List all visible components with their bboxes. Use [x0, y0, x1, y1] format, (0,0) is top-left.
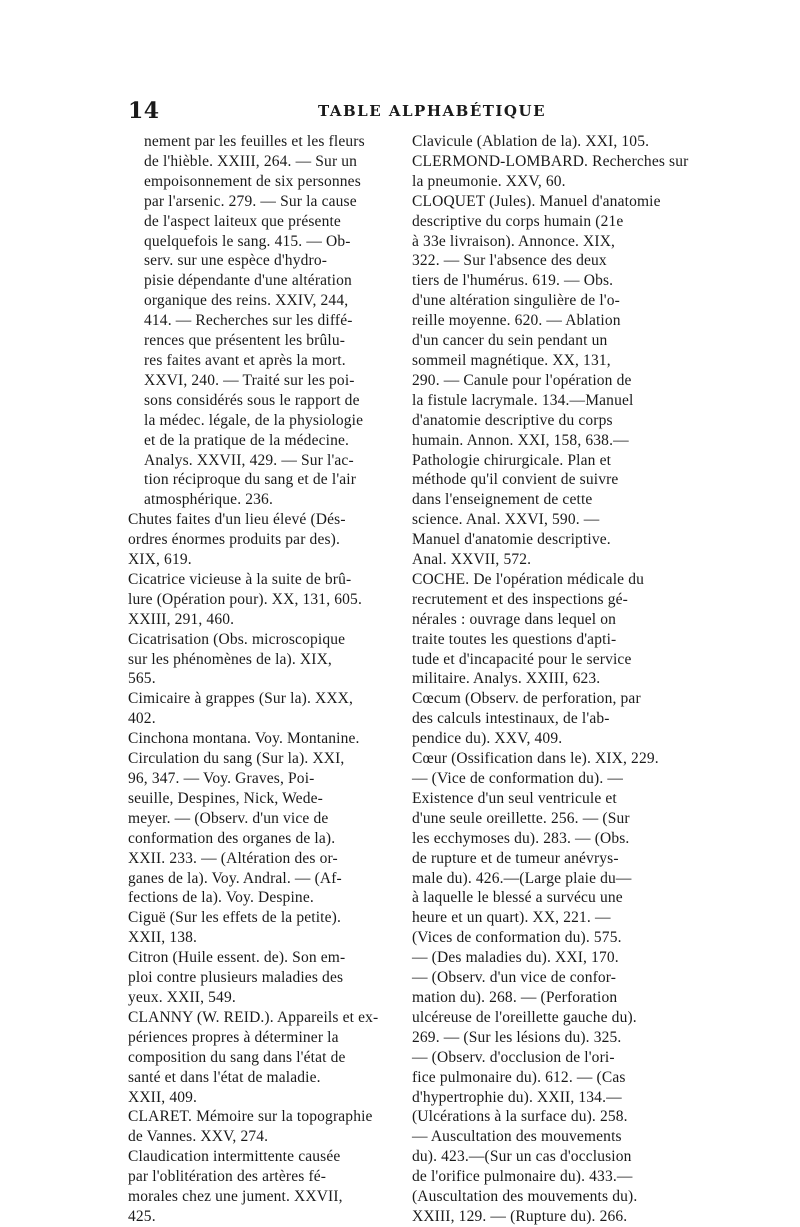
- entry-line: d'un cancer du sein pendant un: [412, 332, 608, 350]
- index-entry: [128, 132, 396, 510]
- index-entry: [128, 948, 396, 1008]
- entry-line: quelquefois le sang. 415. — Ob-: [144, 232, 351, 250]
- entry-line: sur les phénomènes de la). XIX,: [128, 650, 332, 668]
- entry-line: militaire. Analys. XXIII, 623.: [412, 670, 601, 688]
- entry-line: fice pulmonaire du). 612. — (Cas: [412, 1068, 626, 1086]
- entry-line: composition du sang dans l'état de: [128, 1048, 346, 1066]
- index-entry: [412, 689, 694, 749]
- index-entry: [128, 749, 396, 908]
- entry-line: organique des reins. XXIV, 244,: [144, 292, 349, 310]
- entry-line: nement par les feuilles et les fleurs: [144, 133, 365, 150]
- index-entry: [128, 1107, 396, 1147]
- entry-line: conformation des organes de la).: [128, 829, 336, 847]
- entry-line: les ecchymoses du). 283. — (Obs.: [412, 829, 630, 847]
- entry-line: yeux. XXII, 549.: [128, 988, 236, 1006]
- index-entry: [128, 510, 396, 570]
- index-entry: [412, 192, 694, 570]
- entry-line: serv. sur une espèce d'hydro-: [144, 252, 328, 270]
- index-entry: [128, 689, 396, 729]
- entry-line: d'une seule oreillette. 256. — (Sur: [412, 809, 630, 827]
- entry-line: Cicatrisation (Obs. microscopique: [128, 630, 346, 648]
- entry-line: Analys. XXVII, 429. — Sur l'ac-: [144, 451, 354, 469]
- entry-line: XXVI, 240. — Traité sur les poi-: [144, 371, 355, 389]
- entry-line: Circulation du sang (Sur la). XXI,: [128, 750, 345, 768]
- entry-line: — (Observ. d'un vice de confor-: [412, 969, 617, 987]
- entry-line: d'anatomie descriptive du corps: [412, 411, 613, 429]
- entry-line: seuille, Despines, Nick, Wede-: [128, 789, 323, 807]
- entry-line: tion réciproque du sang et de l'air: [144, 471, 357, 489]
- entry-line: descriptive du corps humain (21e: [412, 212, 624, 230]
- left-column: [128, 132, 396, 1227]
- entry-line: XXIII, 129. — (Rupture du). 266.: [412, 1207, 628, 1225]
- entry-line: et de la pratique de la médecine.: [144, 431, 350, 449]
- entry-line: CLOQUET (Jules). Manuel d'anatomie: [412, 192, 661, 210]
- entry-line: (Vices de conformation du). 575.: [412, 929, 622, 947]
- entry-line: (Ulcérations à la surface du). 258.: [412, 1108, 628, 1126]
- index-entry: [412, 152, 694, 192]
- entry-line: tiers de l'humérus. 619. — Obs.: [412, 272, 614, 290]
- page-number: 14: [128, 98, 160, 124]
- entry-line: — (Vice de conformation du). —: [412, 770, 624, 787]
- entry-line: reille moyenne. 620. — Ablation: [412, 312, 621, 330]
- entry-line: périences propres à déterminer la: [128, 1028, 339, 1046]
- entry-line: 290. — Canule pour l'opération de: [412, 371, 632, 389]
- entry-line: d'une altération singulière de l'o-: [412, 292, 620, 310]
- entry-line: morales chez une jument. XXVII,: [128, 1188, 343, 1206]
- entry-line: Cœur (Ossification dans le). XIX, 229.: [412, 750, 659, 768]
- entry-line: par l'arsenic. 279. — Sur la cause: [144, 192, 357, 210]
- entry-line: de Vannes. XXV, 274.: [128, 1128, 269, 1146]
- page-header: [128, 98, 693, 128]
- entry-line: rences que présentent les brûlu-: [144, 332, 346, 350]
- entry-line: ganes de la). Voy. Andral. — (Af-: [128, 869, 342, 887]
- entry-line: à 33e livraison). Annonce. XIX,: [412, 232, 616, 250]
- entry-line: des calculs intestinaux, de l'ab-: [412, 710, 610, 728]
- index-entry: [412, 749, 694, 1227]
- entry-line: — Auscultation des mouvements: [412, 1128, 622, 1146]
- index-entry: [128, 630, 396, 690]
- entry-line: fections de la). Voy. Despine.: [128, 889, 314, 907]
- entry-line: Anal. XXVII, 572.: [412, 551, 532, 569]
- entry-line: de l'aspect laiteux que présente: [144, 212, 341, 230]
- entry-line: de l'orifice pulmonaire du). 433.—: [412, 1168, 633, 1186]
- entry-line: XIX, 619.: [128, 551, 192, 569]
- index-entry: [128, 1008, 396, 1108]
- entry-line: Cimicaire à grappes (Sur la). XXX,: [128, 690, 354, 708]
- entry-line: 269. — (Sur les lésions du). 325.: [412, 1028, 622, 1046]
- entry-line: empoisonnement de six personnes: [144, 172, 361, 190]
- entry-line: meyer. — (Observ. d'un vice de: [128, 809, 329, 827]
- entry-line: ulcéreuse de l'oreillette gauche du).: [412, 1008, 637, 1026]
- entry-line: du). 423.—(Sur un cas d'occlusion: [412, 1148, 632, 1166]
- entry-line: XXII, 138.: [128, 929, 198, 947]
- entry-line: mation du). 268. — (Perforation: [412, 988, 618, 1006]
- right-column: [412, 132, 694, 1227]
- entry-line: ordres énormes produits par des).: [128, 531, 340, 549]
- entry-line: XXIII, 291, 460.: [128, 610, 235, 628]
- entry-line: la pneumonie. XXV, 60.: [412, 172, 566, 190]
- entry-line: à laquelle le blessé a survécu une: [412, 889, 623, 907]
- entry-line: 425.: [128, 1207, 156, 1225]
- entry-line: traite toutes les questions d'apti-: [412, 630, 617, 648]
- entry-line: la médec. légale, de la physiologie: [144, 411, 364, 429]
- entry-line: — (Des maladies du). XXI, 170.: [412, 949, 619, 967]
- entry-line: d'hypertrophie du). XXII, 134.—: [412, 1088, 622, 1106]
- entry-line: pendice du). XXV, 409.: [412, 730, 563, 748]
- entry-line: — (Observ. d'occlusion de l'ori-: [412, 1048, 615, 1066]
- entry-line: recrutement et des inspections gé-: [412, 590, 628, 608]
- entry-line: male du). 426.—(Large plaie du—: [412, 869, 632, 887]
- entry-line: 96, 347. — Voy. Graves, Poi-: [128, 770, 315, 787]
- entry-line: dans l'enseignement de cette: [412, 491, 593, 509]
- entry-line: 414. — Recherches sur les diffé-: [144, 312, 353, 330]
- entry-line: tude et d'incapacité pour le service: [412, 650, 632, 668]
- entry-line: 565.: [128, 670, 156, 688]
- entry-line: CLERMOND-LOMBARD. Recherches sur: [412, 152, 689, 170]
- entry-line: Claudication intermittente causée: [128, 1148, 341, 1166]
- entry-line: XXII, 409.: [128, 1088, 198, 1106]
- entry-line: humain. Annon. XXI, 158, 638.—: [412, 431, 629, 449]
- running-title: TABLE ALPHABÉTIQUE: [318, 102, 547, 120]
- index-entry: [128, 729, 396, 749]
- entry-line: atmosphérique. 236.: [144, 491, 273, 509]
- entry-line: Pathologie chirurgicale. Plan et: [412, 451, 612, 469]
- index-entry: [128, 908, 396, 948]
- entry-line: Citron (Huile essent. de). Son em-: [128, 949, 346, 967]
- entry-line: la fistule lacrymale. 134.—Manuel: [412, 391, 634, 409]
- entry-line: méthode qu'il convient de suivre: [412, 471, 619, 489]
- entry-line: Cœcum (Observ. de perforation, par: [412, 690, 641, 708]
- entry-line: santé et dans l'état de maladie.: [128, 1068, 321, 1086]
- entry-line: XXII. 233. — (Altération des or-: [128, 849, 338, 867]
- entry-line: Clavicule (Ablation de la). XXI, 105.: [412, 133, 650, 150]
- entry-line: res faites avant et après la mort.: [144, 351, 346, 369]
- entry-line: COCHE. De l'opération médicale du: [412, 570, 645, 588]
- entry-line: de l'hièble. XXIII, 264. — Sur un: [144, 152, 358, 170]
- entry-line: CLARET. Mémoire sur la topographie: [128, 1108, 373, 1126]
- entry-line: Cinchona montana. Voy. Montanine.: [128, 730, 360, 748]
- entry-line: lure (Opération pour). XX, 131, 605.: [128, 590, 362, 608]
- entry-line: ploi contre plusieurs maladies des: [128, 969, 344, 987]
- entry-line: (Auscultation des mouvements du).: [412, 1188, 638, 1206]
- entry-line: Ciguë (Sur les effets de la petite).: [128, 909, 342, 927]
- entry-line: sommeil magnétique. XX, 131,: [412, 351, 611, 369]
- index-entry: [412, 570, 694, 689]
- entry-line: Cicatrice vicieuse à la suite de brû-: [128, 570, 352, 588]
- entry-line: CLANNY (W. REID.). Appareils et ex-: [128, 1008, 379, 1026]
- entry-line: sons considérés sous le rapport de: [144, 391, 360, 409]
- entry-line: Existence d'un seul ventricule et: [412, 789, 617, 807]
- entry-line: Manuel d'anatomie descriptive.: [412, 531, 611, 549]
- entry-line: heure et un quart). XX, 221. —: [412, 909, 611, 927]
- entry-line: 402.: [128, 710, 156, 728]
- entry-line: nérales : ouvrage dans lequel on: [412, 610, 617, 628]
- entry-line: 322. — Sur l'absence des deux: [412, 252, 607, 270]
- index-entry: [128, 570, 396, 630]
- index-entry: [412, 132, 694, 152]
- entry-line: de rupture et de tumeur anévrys-: [412, 849, 619, 867]
- entry-line: par l'oblitération des artères fé-: [128, 1168, 327, 1186]
- entry-line: Chutes faites d'un lieu élevé (Dés-: [128, 511, 346, 529]
- entry-line: science. Anal. XXVI, 590. —: [412, 511, 600, 529]
- entry-line: pisie dépendante d'une altération: [144, 272, 352, 290]
